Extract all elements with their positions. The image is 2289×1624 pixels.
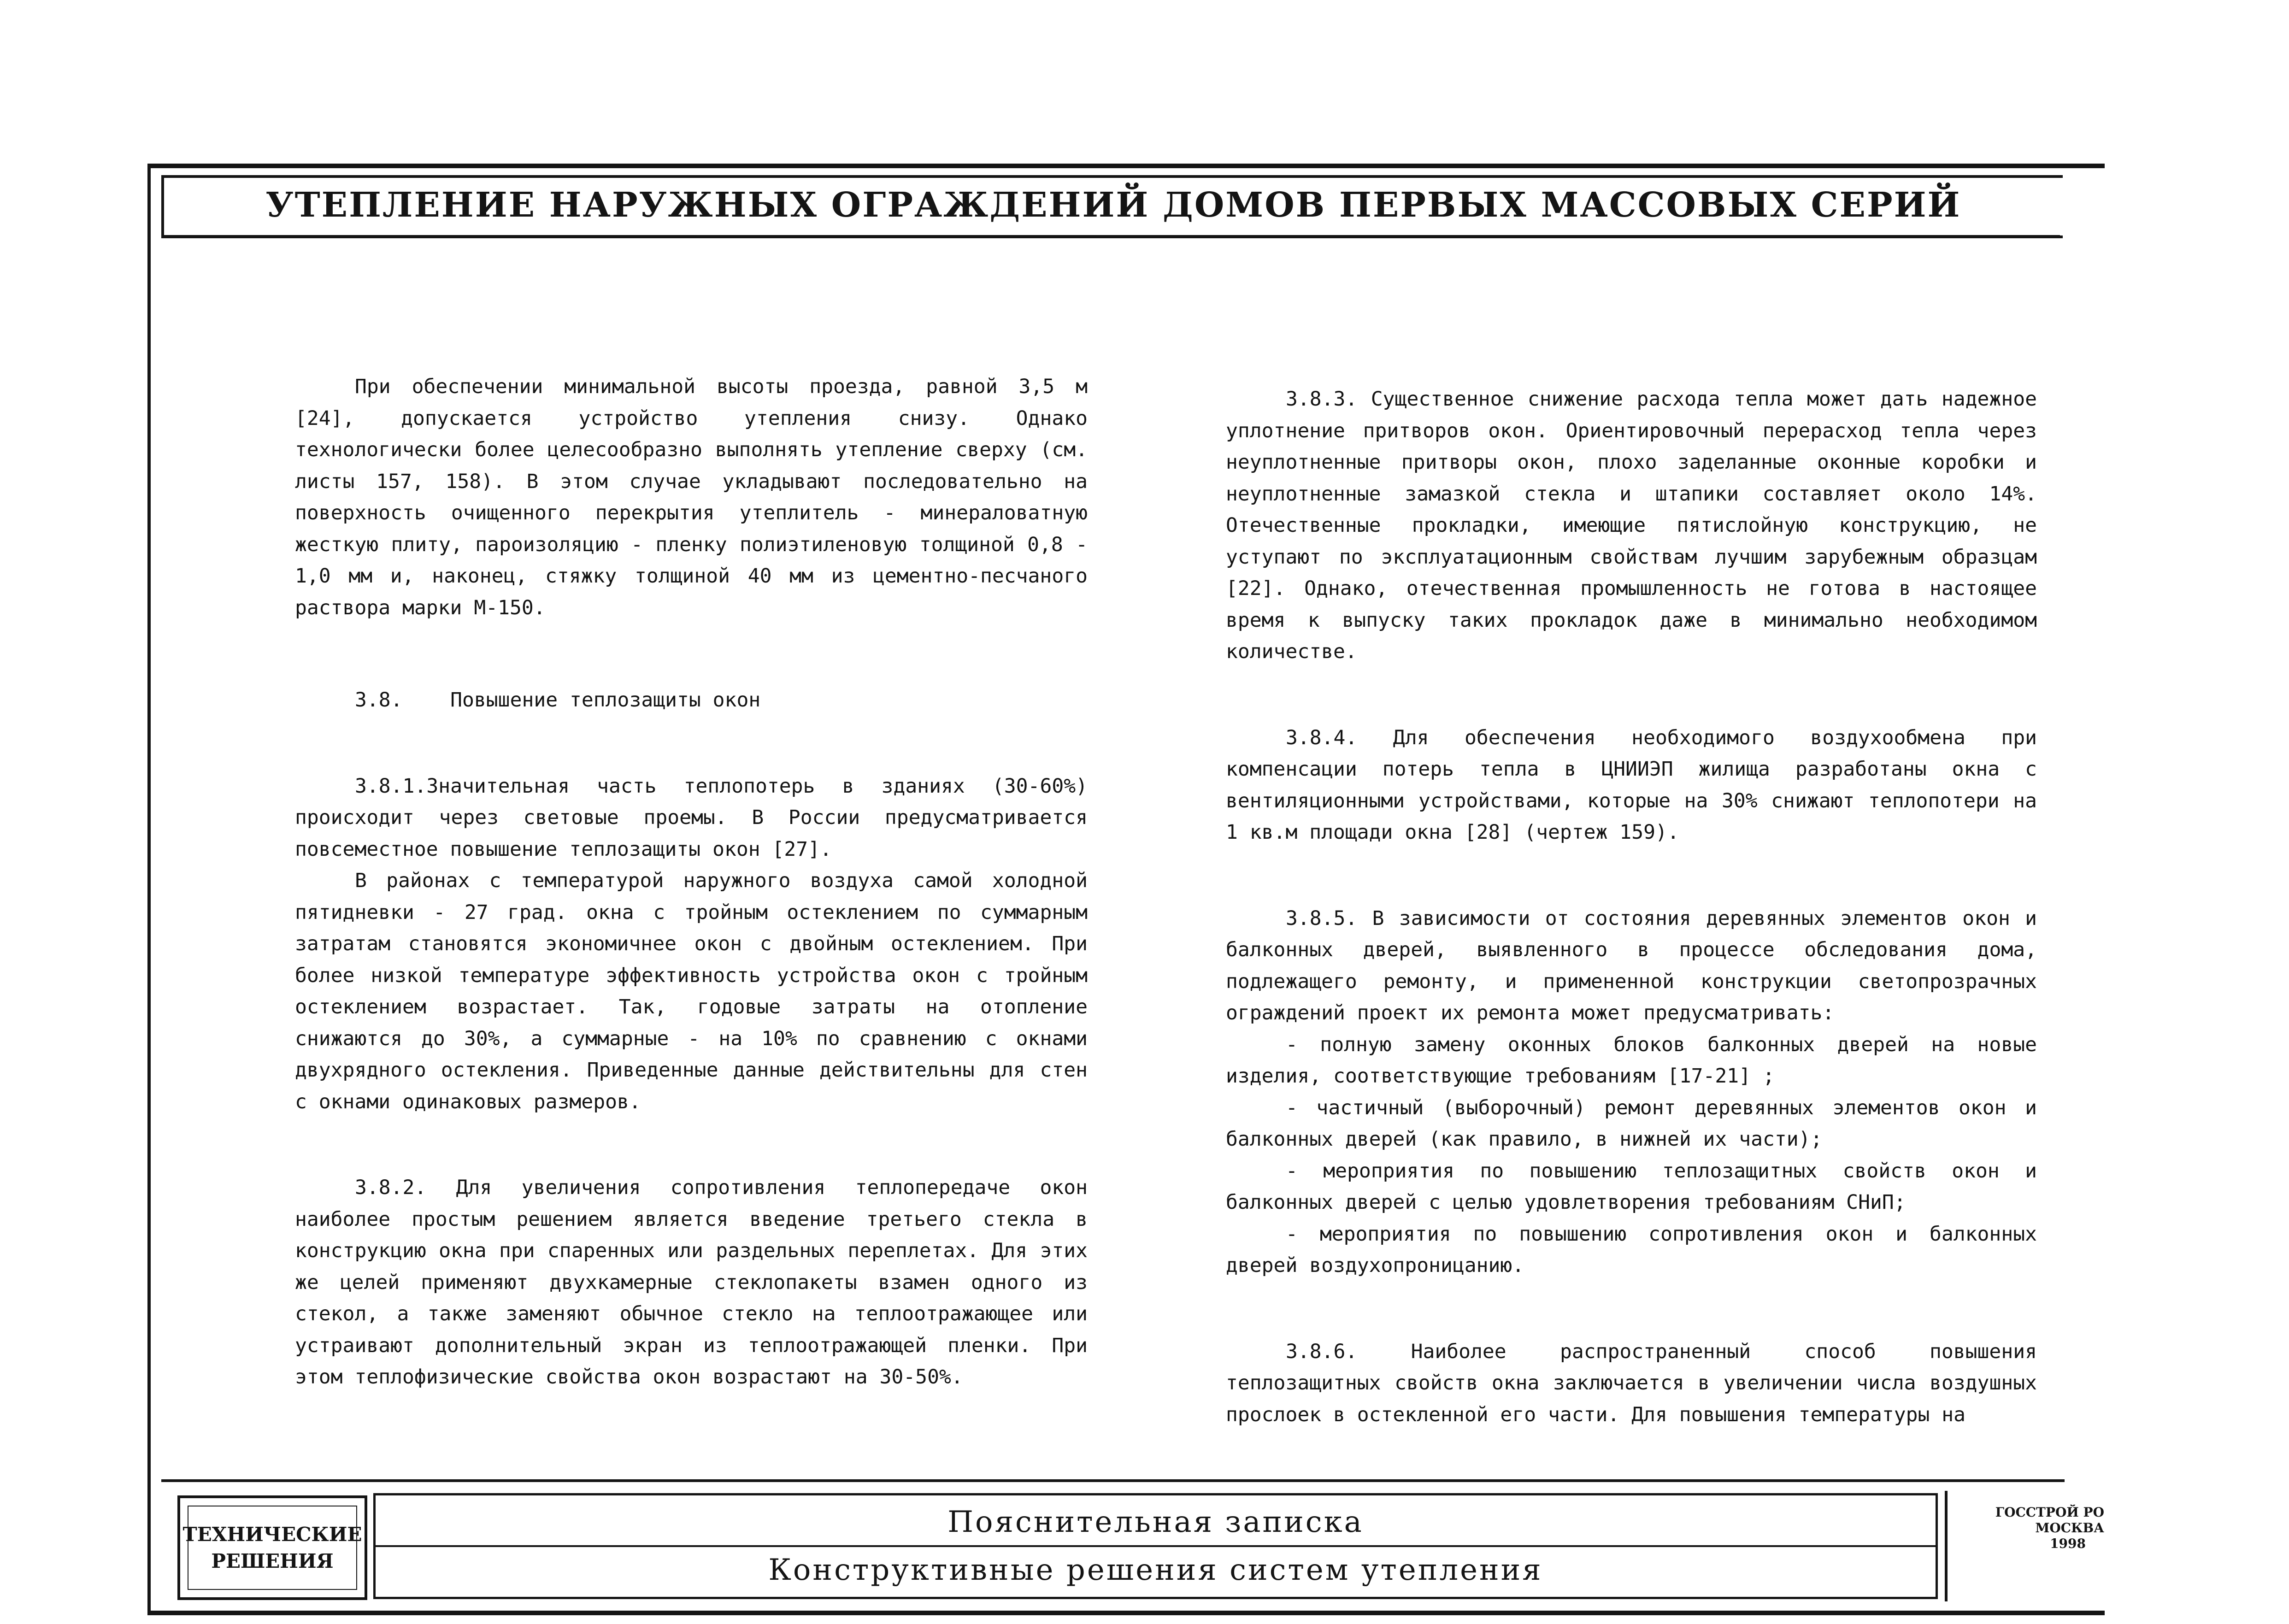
section-number: 3.8. — [355, 688, 403, 712]
org-name: ГОССТРОЙ РО — [1995, 1505, 2104, 1520]
stamp-line-1: ТЕХНИЧЕСКИЕ — [182, 1523, 362, 1546]
header-box — [161, 175, 2063, 238]
footer-rule — [161, 1479, 2065, 1482]
title-block-line-2: Конструктивные решения систем утепления — [768, 1553, 1543, 1587]
stamp-box — [177, 1495, 367, 1600]
section-title: Повышение теплозащиты окон — [450, 688, 761, 712]
list-item: - мероприятия по повышению сопротивления окон и балконных дверей воздухопроницанию. — [1226, 1222, 2037, 1277]
list-item: - мероприятия по повышению теплозащитных свойств окон и балконных дверей с целью удовлетворения требованиям СНиП; — [1226, 1159, 2037, 1214]
paragraph-3-8-5: 3.8.5. В зависимости от состояния деревянных элементов окон и балконных дверей, выявленного в процессе обследования дома, подлежащего ремонту, и примененной конструкции светопрозрачных ограждений проект их ремонта может предусматривать: — [1226, 906, 2037, 1024]
list-item: - полную замену оконных блоков балконных дверей на новые изделия, соответствующие требованиям [17-21] ; — [1226, 1033, 2037, 1088]
paragraph-3-8-2: 3.8.2. Для увеличения сопротивления теплопередаче окон наиболее простым решением является введение третьего стекла в конструкцию окна при спаренных или раздельных переплетах. Для этих же целей применяют двухкамерные стеклопакеты взамен одного из стекол, а также заменяют обычное стекло на теплоотражающее или устраивают дополнительный экран из теплоотражающей пленки. При этом теплофизические свойства окон возрастают на 30-50%. — [295, 1176, 1088, 1389]
section-heading — [295, 684, 1088, 716]
paragraph-3-8-1-b: В районах с температурой наружного воздуха самой холодной пятидневки - 27 град. окна с тройным остеклением по суммарным затратам становятся экономичнее окон с двойным остеклением. При более низкой температуре эффективность устройства окон с тройным остеклением возрастает. Так, годовые затраты на отопление снижаются до 30%, а суммарные - на 10% по сравнению с окнами двухрядного остекления. Приведенные данные действительны для стен с окнами одинаковых размеров. — [295, 869, 1088, 1113]
paragraph-3-8-3: 3.8.3. Существенное снижение расхода тепла может дать надежное уплотнение притворов окон. Ориентировочный перерасход тепла через неуплотненные притворы окон, плохо заделанные оконные коробки и неуплотненные замазкой стекла и штапики составляет около 14%. Отечественные прокладки, имеющие пятислойную конструкцию, не уступают по эксплуатационным свойствам лучшим зарубежным образцам [22]. Однако, отечественная промышленность не готова в настоящее время к выпуску таких прокладок даже в минимально необходимом количестве. — [1226, 388, 2037, 663]
paragraph-3-8-1: 3.8.1.Значительная часть теплопотерь в зданиях (30-60%) происходит через световые проемы. В России предусматривается повсеместное повышение теплозащиты окон [27]. — [295, 774, 1088, 861]
org-year: 1998 — [2050, 1536, 2086, 1551]
paragraph-3-8-4: 3.8.4. Для обеспечения необходимого воздухообмена при компенсации потерь тепла в ЦНИИЭП жилища разработаны окна с вентиляционными устройствами, которые на 30% снижают теплопотери на 1 кв.м площади окна [28] (чертеж 159). — [1226, 726, 2037, 844]
stamp-line-2: РЕШЕНИЯ — [211, 1549, 334, 1572]
header-rule — [161, 235, 2060, 237]
right-column — [1226, 383, 2037, 1430]
paragraph-3-8-6: 3.8.6. Наиболее распространенный способ повышения теплозащитных свойств окна заключается в увеличении числа воздушных прослоек в остекленной его части. Для повышения температуры на — [1226, 1340, 2037, 1426]
organization-block — [1945, 1491, 2104, 1601]
page-title: УТЕПЛЕНИЕ НАРУЖНЫХ ОГРАЖДЕНИЙ ДОМОВ ПЕРВЫХ МАССОВЫХ СЕРИЙ — [265, 185, 1961, 225]
list-item: - частичный (выборочный) ремонт деревянных элементов окон и балконных дверей (как правило, в нижней их части); — [1226, 1096, 2037, 1151]
org-city: МОСКВА — [2035, 1520, 2104, 1536]
title-block — [373, 1493, 1938, 1599]
intro-paragraph: При обеспечении минимальной высоты проезда, равной 3,5 м [24], допускается устройство утепления снизу. Однако технологически более целесообразно выполнять утепление сверху (см. листы 157, 158). В этом случае укладывают последовательно на поверхность очищенного перекрытия утеплитель - минераловатную жесткую плиту, пароизоляцию - пленку полиэтиленовую толщиной 0,8 - 1,0 мм и, наконец, стяжку толщиной 40 мм из цементно-песчаного раствора марки М-150. — [295, 375, 1088, 619]
title-block-line-1: Пояснительная записка — [376, 1499, 1936, 1547]
left-column — [295, 371, 1088, 1393]
